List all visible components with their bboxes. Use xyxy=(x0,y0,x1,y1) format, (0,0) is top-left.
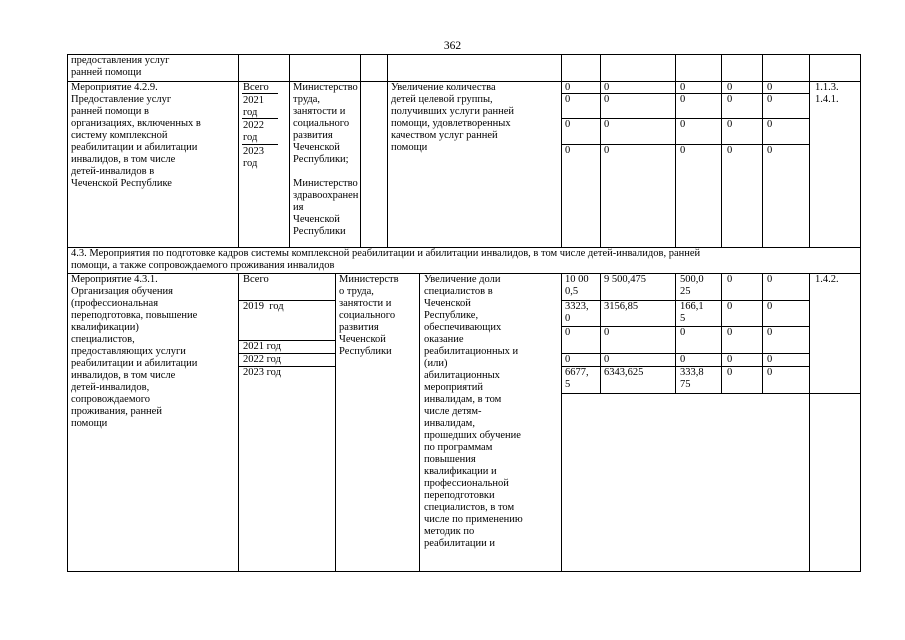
period-2021: 2021 год xyxy=(243,341,281,352)
vline xyxy=(809,273,810,571)
vline xyxy=(238,54,239,247)
value-cell: 0 xyxy=(680,354,686,365)
value-cell: 0 xyxy=(565,94,571,105)
period-2022: 2022 год xyxy=(243,120,264,143)
value-cell: 0 xyxy=(767,301,773,312)
value-cell: 0 xyxy=(604,327,610,338)
period-total: Всего xyxy=(243,274,269,285)
value-cell: 6677, 5 xyxy=(565,367,589,390)
value-cell: 333,8 75 xyxy=(680,367,704,390)
value-cell: 0 xyxy=(727,274,733,285)
vline xyxy=(675,273,676,393)
continuation-text: предоставления услуг ранней помощи xyxy=(71,55,170,78)
value-cell: 166,1 5 xyxy=(680,301,704,324)
values-hline xyxy=(561,393,860,394)
value-cell: 0 xyxy=(767,327,773,338)
vline xyxy=(289,54,290,247)
value-cell: 0 xyxy=(767,145,773,156)
value-cell: 0 xyxy=(727,354,733,365)
value-cell: 0 xyxy=(604,119,610,130)
value-cell: 0 xyxy=(565,82,571,93)
vline xyxy=(387,54,388,247)
value-cell: 0 xyxy=(565,145,571,156)
value-cell: 0 xyxy=(565,354,571,365)
value-cell: 0 xyxy=(767,94,773,105)
vline xyxy=(762,54,763,247)
value-cell: 0 xyxy=(680,145,686,156)
period-2023: 2023 год xyxy=(243,146,264,169)
border-right xyxy=(860,54,861,572)
vline xyxy=(238,273,239,571)
border-top xyxy=(67,54,861,55)
period-underline xyxy=(242,144,278,145)
value-cell: 0 xyxy=(680,94,686,105)
value-cell: 0 xyxy=(604,82,610,93)
vline xyxy=(561,273,562,571)
target-ref: 1.1.3. 1.4.1. xyxy=(815,82,839,105)
period-2023: 2023 год xyxy=(243,367,281,378)
value-cell: 0 xyxy=(767,274,773,285)
value-cell: 0 xyxy=(727,119,733,130)
measure-4-2-9: Мероприятие 4.2.9. Предоставление услуг ранней помощи в организациях, включенных в систему комплексной реабилитации и абилитации инвалидов, в том числе детей-инвалидов в Чеченской Республике xyxy=(71,82,201,189)
value-cell: 0 xyxy=(767,367,773,378)
value-cell: 0 xyxy=(680,327,686,338)
vline xyxy=(600,54,601,247)
vline xyxy=(762,273,763,393)
page-number: 362 xyxy=(443,40,462,52)
border-left xyxy=(67,54,68,572)
value-cell: 0 xyxy=(565,119,571,130)
indicator: Увеличение доли специалистов в Чеченской Республике, обеспечивающих оказание реабилитационных и (или) абилитационных мероприятий инвалидам, в том числе детям- инвалидам, прошедших обучение по программам повышения квалификации и профессиональной переподготовки специалистов, в том числе по применению методик по реабилитации и xyxy=(424,274,523,549)
measure-4-3-1: Мероприятие 4.3.1. Организация обучения (профессиональная переподготовка, повышение квалификации) специалистов, предоставляющих услуги реабилитации и абилитации инвалидов, в том числе детей-инвалидов, сопровождаемого проживания, ранней помощи xyxy=(71,274,198,429)
period-2019: 2019 год xyxy=(243,301,284,312)
value-cell: 10 00 0,5 xyxy=(565,274,589,297)
value-cell: 0 xyxy=(767,119,773,130)
vline xyxy=(675,54,676,247)
value-cell: 0 xyxy=(727,145,733,156)
border-bottom xyxy=(67,571,861,572)
value-cell: 0 xyxy=(727,327,733,338)
executor: Министерств о труда, занятости и социального развития Чеченской Республики xyxy=(339,274,399,357)
value-cell: 0 xyxy=(767,82,773,93)
value-cell: 9 500,475 xyxy=(604,274,646,285)
period-total: Всего xyxy=(243,82,269,93)
target-ref: 1.4.2. xyxy=(815,274,839,285)
value-cell: 0 xyxy=(680,82,686,93)
value-cell: 0 xyxy=(727,301,733,312)
value-cell: 3323, 0 xyxy=(565,301,589,324)
value-cell: 0 xyxy=(604,145,610,156)
vline xyxy=(721,273,722,393)
value-cell: 0 xyxy=(604,354,610,365)
period-2021: 2021 год xyxy=(243,95,264,118)
value-cell: 0 xyxy=(767,354,773,365)
vline xyxy=(721,54,722,247)
section-heading-4-3: 4.3. Мероприятия по подготовке кадров системы комплексной реабилитации и абилитации инвалидов, в том числе детей-инвалидов, ранней помощи, а также сопровождаемого проживания инвалидов xyxy=(71,248,701,271)
executor: Министерство труда, занятости и социального развития Чеченской Республики; Министерство здравоохранен ия Чеченской Республики xyxy=(293,82,359,237)
period-2022: 2022 год xyxy=(243,354,281,365)
value-cell: 6343,625 xyxy=(604,367,644,378)
value-cell: 3156,85 xyxy=(604,301,639,312)
value-cell: 0 xyxy=(727,82,733,93)
vline xyxy=(335,273,336,571)
value-cell: 0 xyxy=(727,367,733,378)
value-cell: 500,0 25 xyxy=(680,274,704,297)
value-cell: 0 xyxy=(680,119,686,130)
value-cell: 0 xyxy=(604,94,610,105)
indicator: Увеличение количества детей целевой группы, получивших услуги ранней помощи, удовлетворенных качеством услуг ранней помощи xyxy=(391,82,515,153)
vline xyxy=(561,54,562,247)
vline xyxy=(600,273,601,393)
vline xyxy=(809,54,810,247)
vline xyxy=(360,54,361,247)
vline xyxy=(419,273,420,571)
value-cell: 0 xyxy=(565,327,571,338)
value-cell: 0 xyxy=(727,94,733,105)
